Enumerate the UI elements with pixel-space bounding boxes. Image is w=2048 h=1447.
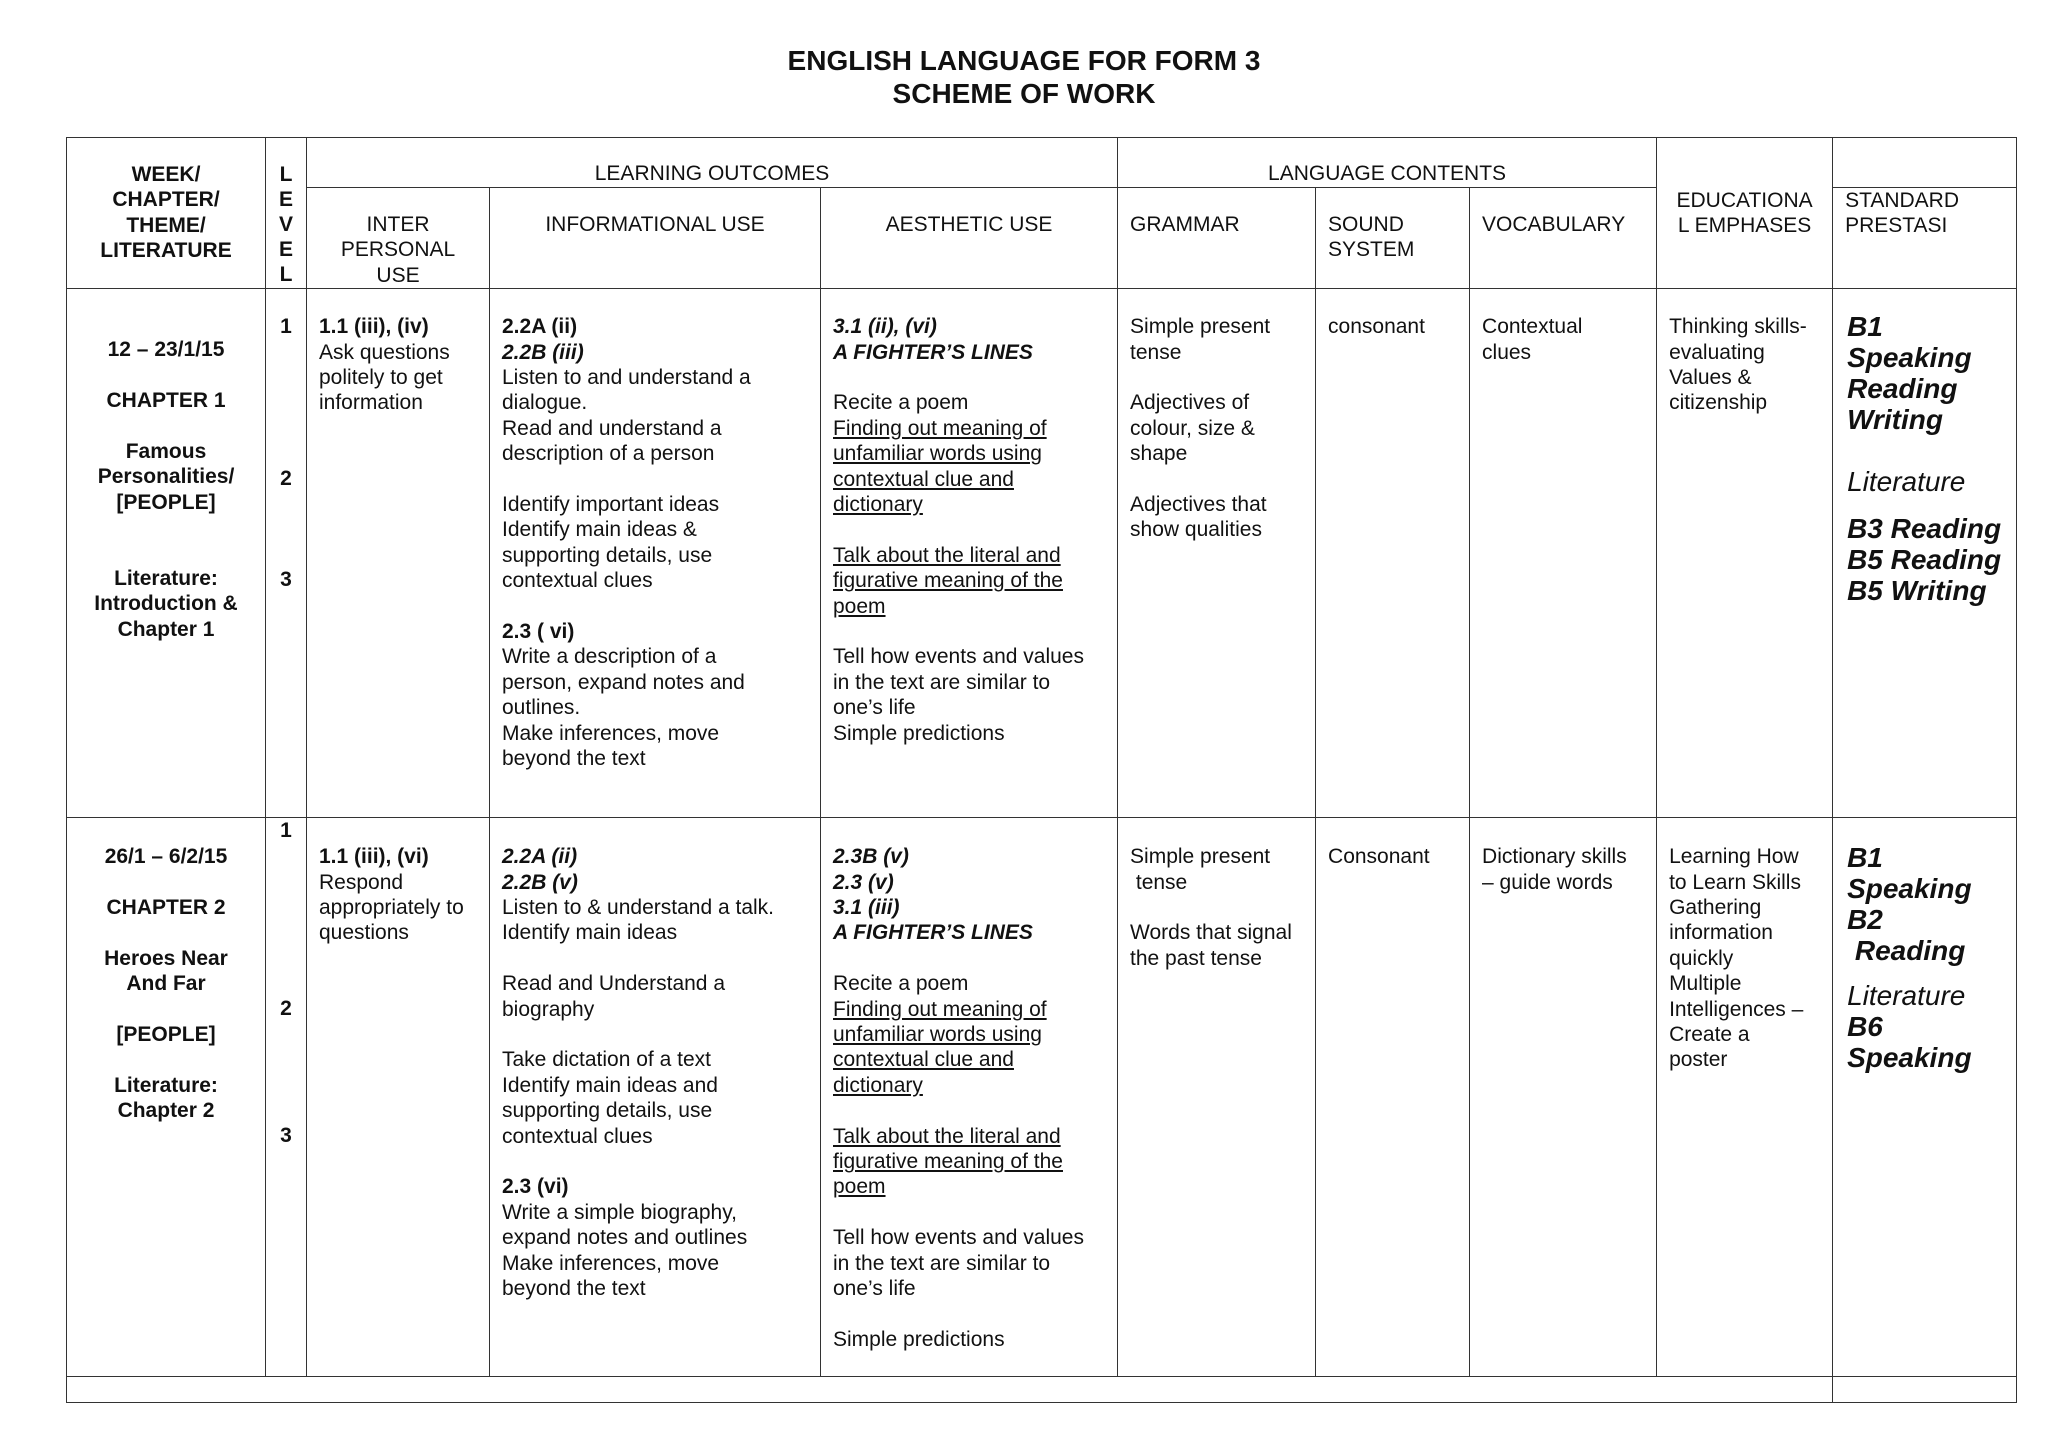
week-cell: 12 – 23/1/15 CHAPTER 1 Famous Personalities/ [PEOPLE] Literature: Introduction & Chapter 1 [67, 289, 266, 818]
header-vocabulary: VOCABULARY [1470, 188, 1657, 289]
informational-cell: 2.2A (ii) 2.2B (v) Listen to & understand a talk. Identify main ideas Read and Understand a biography Take dictation of a text Identify main ideas and supporting details, use contextual clues 2.3 (vi) Write a simple biography, expand notes and outlines Make inferences, move beyond the text [490, 818, 821, 1377]
header-aesthetic: AESTHETIC USE [821, 188, 1118, 289]
header-interpersonal: INTER PERSONAL USE [307, 188, 490, 289]
table-row [67, 289, 2017, 818]
header-standard-prestasi: STANDARD PRESTASI [1833, 188, 2017, 289]
header-learning-outcomes: LEARNING OUTCOMES [307, 138, 1118, 188]
header-language-contents: LANGUAGE CONTENTS [1118, 138, 1657, 188]
header-standard-top [1833, 138, 2017, 188]
grammar-cell: Simple present tense Words that signal the past tense [1118, 818, 1316, 1377]
sound-cell: consonant [1316, 289, 1470, 818]
header-grammar: GRAMMAR [1118, 188, 1316, 289]
title-line-1: ENGLISH LANGUAGE FOR FORM 3 [787, 45, 1261, 76]
interpersonal-cell: 1.1 (iii), (vi) Respond appropriately to questions [307, 818, 490, 1377]
aesthetic-cell: 3.1 (ii), (vi) A FIGHTER’S LINES Recite a poem Finding out meaning of unfamiliar words using contextual clue and dictionary Talk about the literal and figurative meaning of the poem Tell how events and values in the text are similar to one’s life Simple predictions [821, 289, 1118, 818]
header-informational: INFORMATIONAL USE [490, 188, 821, 289]
vocabulary-cell: Dictionary skills – guide words [1470, 818, 1657, 1377]
header-educational-emphases: EDUCATIONA L EMPHASES [1657, 138, 1833, 289]
aesthetic-cell: 2.3B (v) 2.3 (v) 3.1 (iii) A FIGHTER’S LINES Recite a poem Finding out meaning of unfamiliar words using contextual clue and dictionary Talk about the literal and figurative meaning of the poem Tell how events and values in the text are similar to one’s life Simple predictions [821, 818, 1118, 1377]
level-cell: 1 2 3 [266, 289, 307, 818]
table-footer-row [67, 1377, 2017, 1403]
standard-cell: B1 Speaking B2 Reading Literature B6 Speaking [1833, 818, 2017, 1377]
header-week: WEEK/ CHAPTER/ THEME/ LITERATURE [67, 138, 266, 289]
vocabulary-cell: Contextual clues [1470, 289, 1657, 818]
sound-cell: Consonant [1316, 818, 1470, 1377]
title-line-2: SCHEME OF WORK [892, 78, 1156, 109]
educational-cell: Thinking skills- evaluating Values & citizenship [1657, 289, 1833, 818]
standard-cell: B1 Speaking Reading Writing Literature B3 Reading B5 Reading B5 Writing [1833, 289, 2017, 818]
interpersonal-cell: 1.1 (iii), (iv) Ask questions politely to get information [307, 289, 490, 818]
week-cell: 26/1 – 6/2/15 CHAPTER 2 Heroes Near And Far [PEOPLE] Literature: Chapter 2 [67, 818, 266, 1377]
educational-cell: Learning How to Learn Skills Gathering information quickly Multiple Intelligences – Create a poster [1657, 818, 1833, 1377]
document-title [0, 44, 2048, 110]
level-cell: 1 2 3 [266, 818, 307, 1377]
grammar-cell: Simple present tense Adjectives of colour, size & shape Adjectives that show qualities [1118, 289, 1316, 818]
table-row [67, 818, 2017, 1377]
scheme-table [66, 137, 2017, 1403]
informational-cell: 2.2A (ii) 2.2B (iii) Listen to and understand a dialogue. Read and understand a description of a person Identify important ideas Identify main ideas & supporting details, use contextual clues 2.3 ( vi) Write a description of a person, expand notes and outlines. Make inferences, move beyond the text [490, 289, 821, 818]
header-level: L E V E L [266, 138, 307, 289]
header-sound-system: SOUND SYSTEM [1316, 188, 1470, 289]
